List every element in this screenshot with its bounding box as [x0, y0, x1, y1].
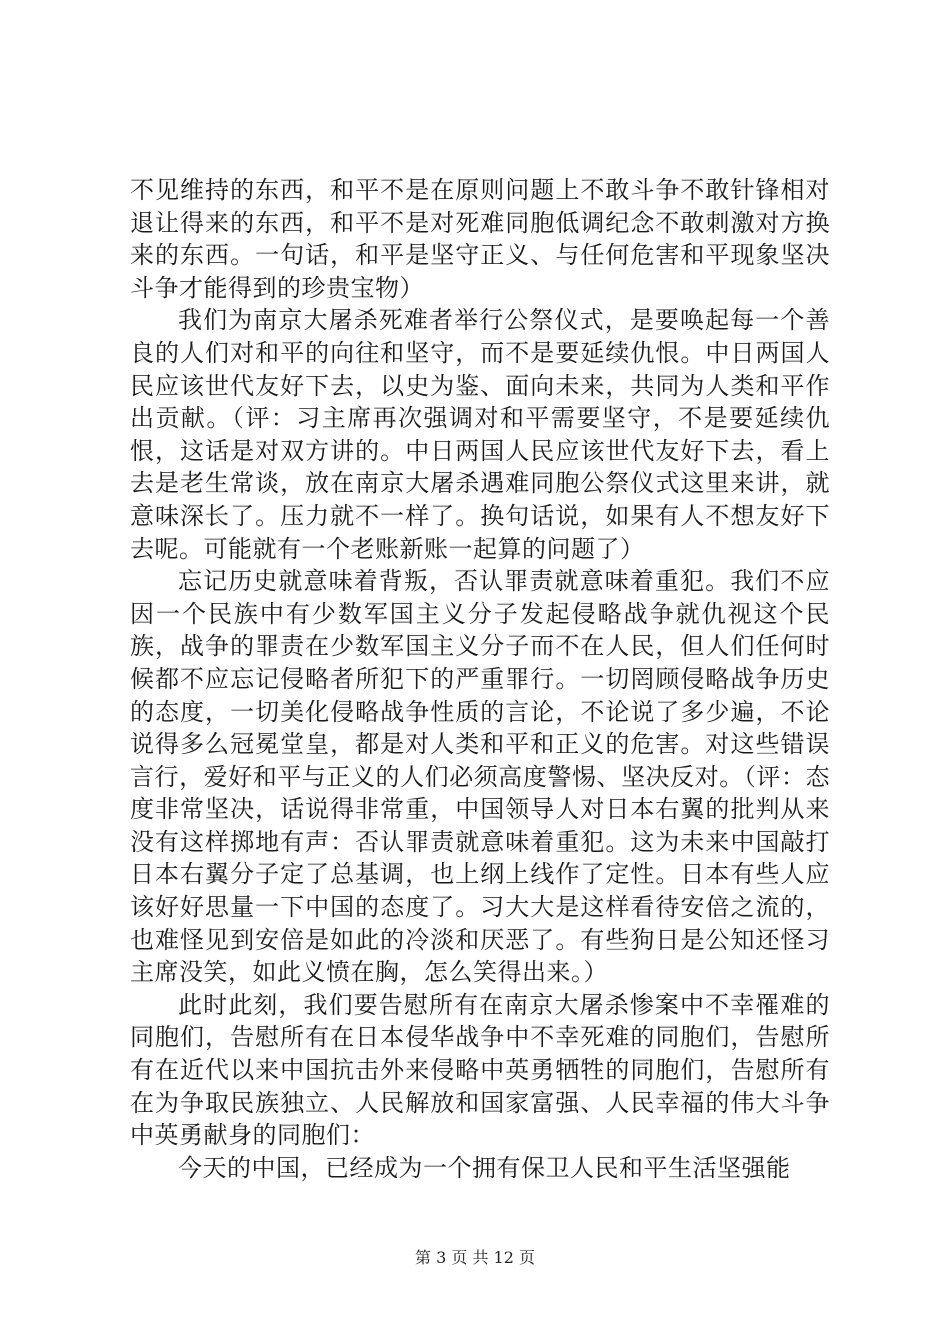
paragraph-todays-china: 今天的中国，已经成为一个拥有保卫人民和平生活坚强能	[178, 1153, 791, 1182]
paragraph-consolation: 此时此刻，我们要告慰所有在南京大屠杀惨案中不幸罹难的同胞们，告慰所有在日本侵华战争中不幸死难的同胞们，告慰所有在近代以来中国抗击外来侵略中英勇牺牲的同胞们，告慰所有在为争取民族独立、人民解放和国家富强、人民幸福的伟大斗争中英勇献身的同胞们：	[130, 990, 830, 1150]
document-body	[130, 174, 830, 1184]
paragraph-continuation: 不见维持的东西，和平不是在原则问题上不敢斗争不敢针锋相对退让得来的东西，和平不是对死难同胞低调纪念不敢刺激对方换来的东西。一句话，和平是坚守正义、与任何危害和平现象坚决斗争才能得到的珍贵宝物）	[130, 176, 830, 302]
paragraph-memorial-ceremony: 我们为南京大屠杀死难者举行公祭仪式，是要唤起每一个善良的人们对和平的向往和坚守，而不是要延续仇恨。中日两国人民应该世代友好下去，以史为鉴、面向未来，共同为人类和平作出贡献。（评：习主席再次强调对和平需要坚守，不是要延续仇恨，这话是对双方讲的。中日两国人民应该世代友好下去，看上去是老生常谈，放在南京大屠杀遇难同胞公祭仪式这里来讲，就意味深长了。压力就不一样了。换句话说，如果有人不想友好下去呢。可能就有一个老账新账一起算的问题了）	[130, 306, 830, 563]
page-number-footer: 第 3 页 共 12 页	[415, 1248, 535, 1267]
paragraph-forgetting-history: 忘记历史就意味着背叛，否认罪责就意味着重犯。我们不应因一个民族中有少数军国主义分子发起侵略战争就仇视这个民族，战争的罪责在少数军国主义分子而不在人民，但人们任何时候都不应忘记侵略者所犯下的严重罪行。一切罔顾侵略战争历史的态度，一切美化侵略战争性质的言论，不论说了多少遍，不论说得多么冠冕堂皇，都是对人类和平和正义的危害。对这些错误言行，爱好和平与正义的人们必须高度警惕、坚决反对。（评：态度非常坚决，话说得非常重，中国领导人对日本右翼的批判从来没有这样掷地有声：否认罪责就意味着重犯。这为未来中国敲打日本右翼分子定了总基调，也上纲上线作了定性。日本有些人应该好好思量一下中国的态度了。习大大是这样看待安倍之流的，也难怪见到安倍是如此的冷淡和厌恶了。有些狗日是公知还怪习主席没笑，如此义愤在胸，怎么笑得出来。）	[130, 567, 830, 987]
